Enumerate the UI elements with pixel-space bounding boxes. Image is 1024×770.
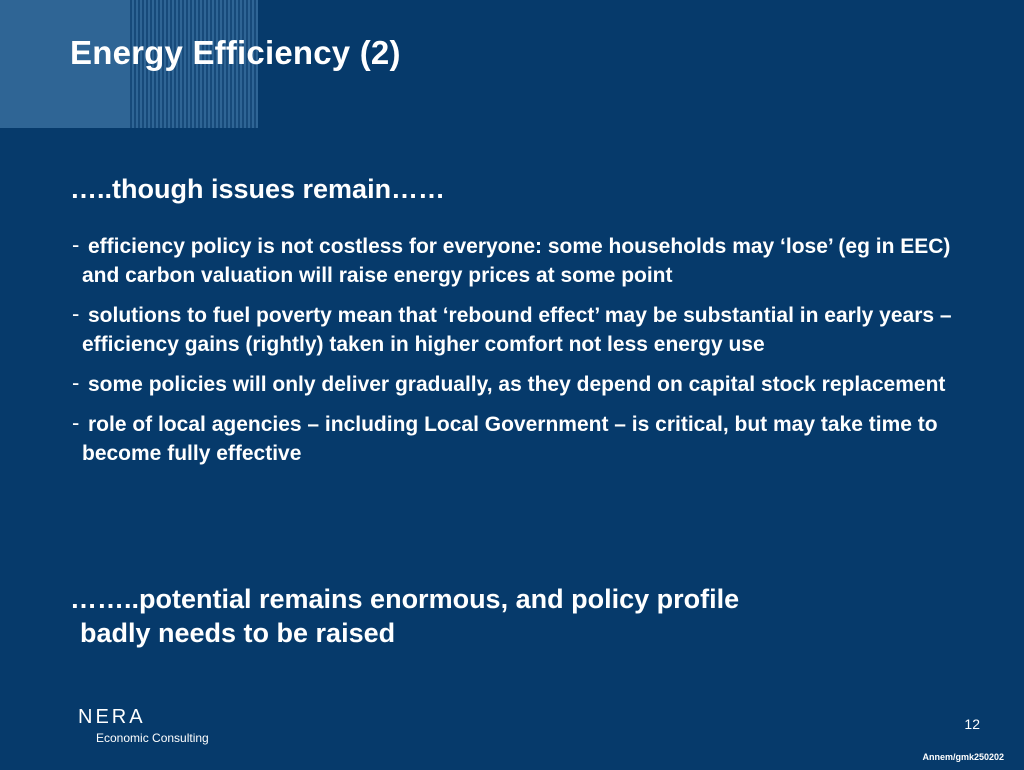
bullet-list (72, 232, 952, 479)
page-number: 12 (964, 716, 980, 732)
bullet-text: efficiency policy is not costless for everyone: some households may ‘lose’ (eg in EEC) and carbon valuation will raise energy prices at some point (82, 235, 951, 287)
closing-statement (70, 582, 960, 650)
closing-line-1: ……..potential remains enormous, and policy profile (70, 584, 740, 614)
bullet-text: solutions to fuel poverty mean that ‘rebound effect’ may be substantial in early years – efficiency gains (rightly) taken in higher comfort not less energy use (82, 304, 952, 356)
logo-name: NERA (78, 706, 146, 728)
document-reference: Annem/gmk250202 (922, 752, 1004, 762)
bullet-item (72, 232, 952, 290)
bullet-item (72, 370, 952, 399)
bullet-dash: - (72, 370, 80, 395)
nera-logo (78, 706, 209, 745)
closing-line-2: badly needs to be raised (80, 618, 396, 648)
bullet-text: some policies will only deliver gradually, as they depend on capital stock replacement (88, 373, 946, 396)
lead-statement: …..though issues remain…… (70, 174, 446, 204)
bullet-dash: - (72, 232, 80, 257)
bullet-item (72, 301, 952, 359)
bullet-dash: - (72, 301, 80, 326)
slide-title: Energy Efficiency (2) (70, 34, 401, 71)
bullet-dash: - (72, 410, 80, 435)
logo-subtitle: Economic Consulting (96, 731, 209, 745)
bullet-item (72, 410, 952, 468)
bullet-text: role of local agencies – including Local Government – is critical, but may take time to become fully effective (82, 413, 938, 465)
